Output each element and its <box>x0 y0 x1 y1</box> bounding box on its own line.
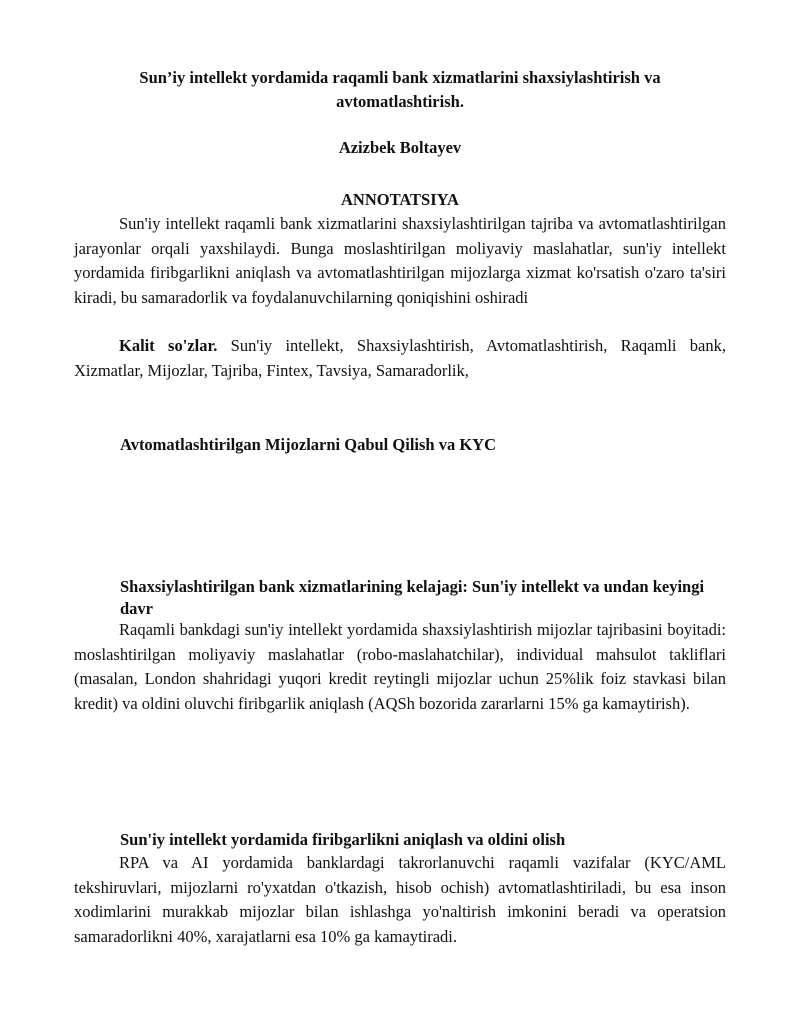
keywords-paragraph <box>74 334 726 383</box>
section-heading-fraud: Sun'iy intellekt yordamida firibgarlikni aniqlash va oldini olish <box>120 830 566 849</box>
section-paragraph-future: Raqamli bankdagi sun'iy intellekt yordamida shaxsiylashtirish mijozlar tajribasini boyitadi: moslashtirilgan moliyaviy maslahatlar (robo-maslahatchilar), individual mahsulot takliflari (masalan, London shahridagi yuqori kredit reytingli mijozlar uchun 25%lik foiz stavkasi bilan kredit) va oldini oluvchi firibgarlik aniqlash (AQSh bozorida zararlarni 15% ga kamaytirish). <box>74 620 726 713</box>
paper-title: Sun’iy intellekt yordamida raqamli bank xizmatlarini shaxsiylashtirish va avtomatlashtirish. <box>139 68 661 111</box>
annotation-paragraph: Sun'iy intellekt raqamli bank xizmatlarini shaxsiylashtirilgan tajriba va avtomatlashtirilgan jarayonlar orqali yaxshilaydi. Bunga moslashtirilgan moliyaviy maslahatlar, sun'iy intellekt yordamida firibgarlikni aniqlash va avtomatlashtirilgan mijozlarga xizmat ko'rsatish o'zaro ta'siri kiradi, bu samaradorlik va foydalanuvchilarning qoniqishini oshiradi <box>74 214 726 307</box>
section-paragraph-fraud: RPA va AI yordamida banklardagi takrorlanuvchi raqamli vazifalar (KYC/AML tekshiruvlari, mijozlarni ro'yxatdan o'tkazish, hisob ochish) avtomatlashtiriladi, bu esa inson xodimlarini murakkab mijozlar bilan ishlashga yo'naltirish imkonini beradi va operatsion samaradorlikni 40%, xarajatlarni esa 10% ga kamaytiradi. <box>74 853 726 946</box>
section-heading-kyc: Avtomatlashtirilgan Mijozlarni Qabul Qilish va KYC <box>120 435 496 454</box>
keywords-list: Sun'iy intellekt, Shaxsiylashtirish, Avtomatlashtirish, Raqamli bank, Xizmatlar, Mijozlar, Tajriba, Fintex, Tavsiya, Samaradorlik, <box>74 336 726 380</box>
document-page <box>74 0 726 1035</box>
annotation-heading: ANNOTATSIYA <box>341 190 459 209</box>
author-name: Azizbek Boltayev <box>338 138 462 157</box>
section-heading-future: Shaxsiylashtirilgan bank xizmatlarining kelajagi: Sun'iy intellekt va undan keyingi davr <box>120 577 705 618</box>
keywords-label: Kalit so'zlar. <box>119 336 218 355</box>
